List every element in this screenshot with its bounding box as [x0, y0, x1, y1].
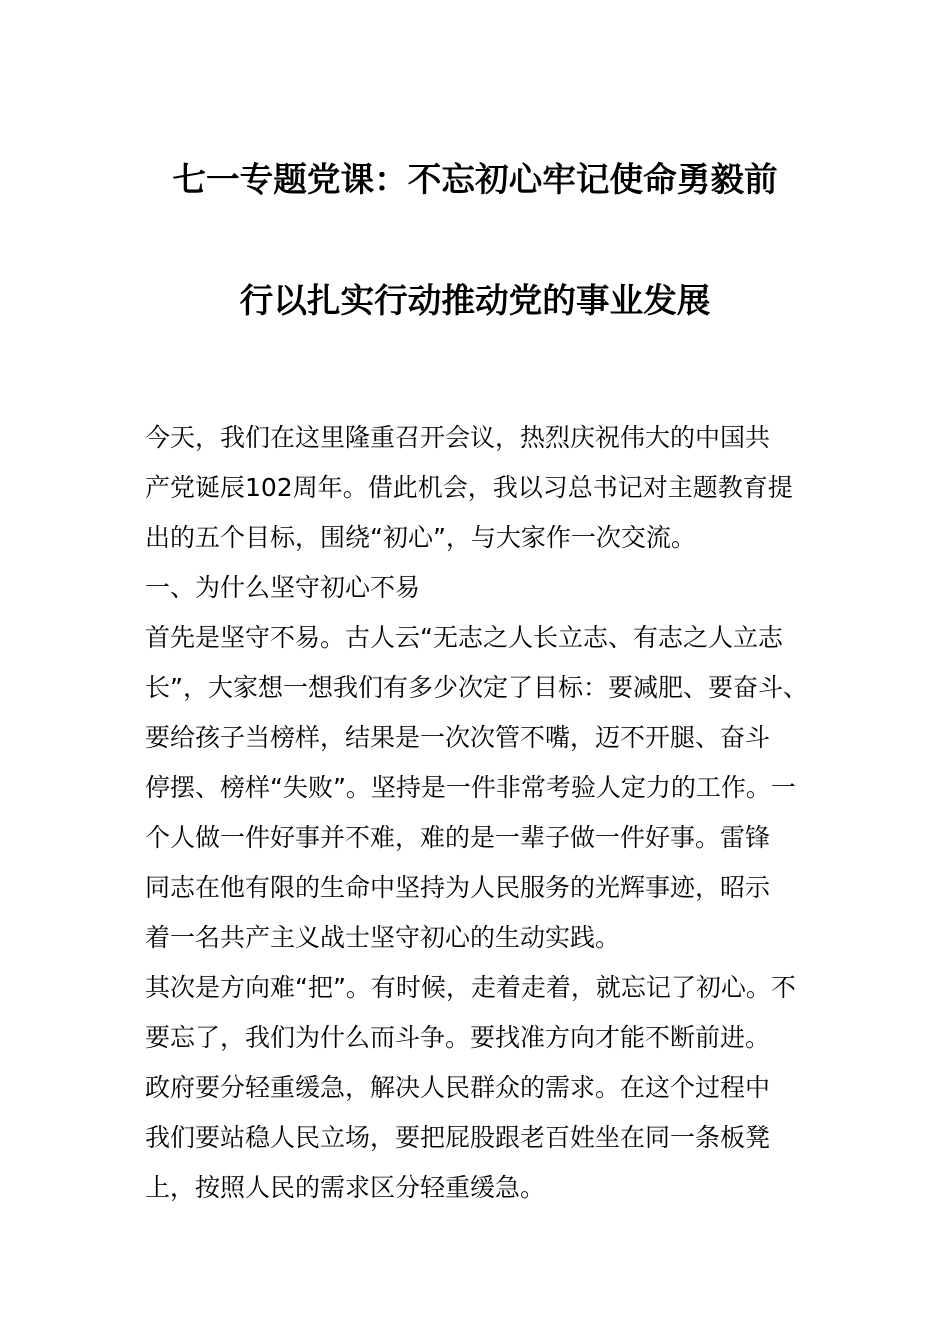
paragraph-line: 要给孩子当榜样，结果是一次次管不嘴，迈不开腿、奋斗 [145, 723, 771, 752]
paragraph-line: 今天，我们在这里隆重召开会议，热烈庆祝伟大的中国共 [145, 423, 771, 452]
paragraph-line: 停摆、榜样“失败”。坚持是一件非常考验人定力的工作。一 [145, 773, 796, 802]
paragraph-line: 首先是坚守不易。古人云“无志之人长立志、有志之人立志 [145, 623, 783, 652]
paragraph-line: 着一名共产主义战士坚守初心的生动实践。 [145, 923, 621, 952]
paragraph-line: 其次是方向难“把”。有时候，走着走着，就忘记了初心。不 [145, 973, 796, 1002]
paragraph-line: 我们要站稳人民立场，要把屁股跟老百姓坐在同一条板凳 [145, 1123, 771, 1152]
paragraph-line: 要忘了，我们为什么而斗争。要找准方向才能不断前进。 [145, 1023, 771, 1052]
document-title-line-1: 七一专题党课：不忘初心牢记使命勇毅前 [172, 160, 778, 199]
paragraph-line: 产党诞辰102周年。借此机会，我以习总书记对主题教育提 [145, 473, 793, 502]
paragraph-line: 上，按照人民的需求区分轻重缓急。 [145, 1173, 546, 1202]
section-heading: 一、为什么坚守初心不易 [145, 573, 421, 602]
paragraph-line: 政府要分轻重缓急，解决人民群众的需求。在这个过程中 [145, 1073, 771, 1102]
paragraph-line: 出的五个目标，围绕“初心”，与大家作一次交流。 [145, 523, 696, 552]
paragraph-line: 个人做一件好事并不难，难的是一辈子做一件好事。雷锋 [145, 823, 771, 852]
document-title-line-2: 行以扎实行动推动党的事业发展 [239, 281, 711, 320]
paragraph-line: 长”，大家想一想我们有多少次定了目标：要减肥、要奋斗、 [145, 673, 808, 702]
paragraph-line: 同志在他有限的生命中坚持为人民服务的光辉事迹，昭示 [145, 873, 771, 902]
